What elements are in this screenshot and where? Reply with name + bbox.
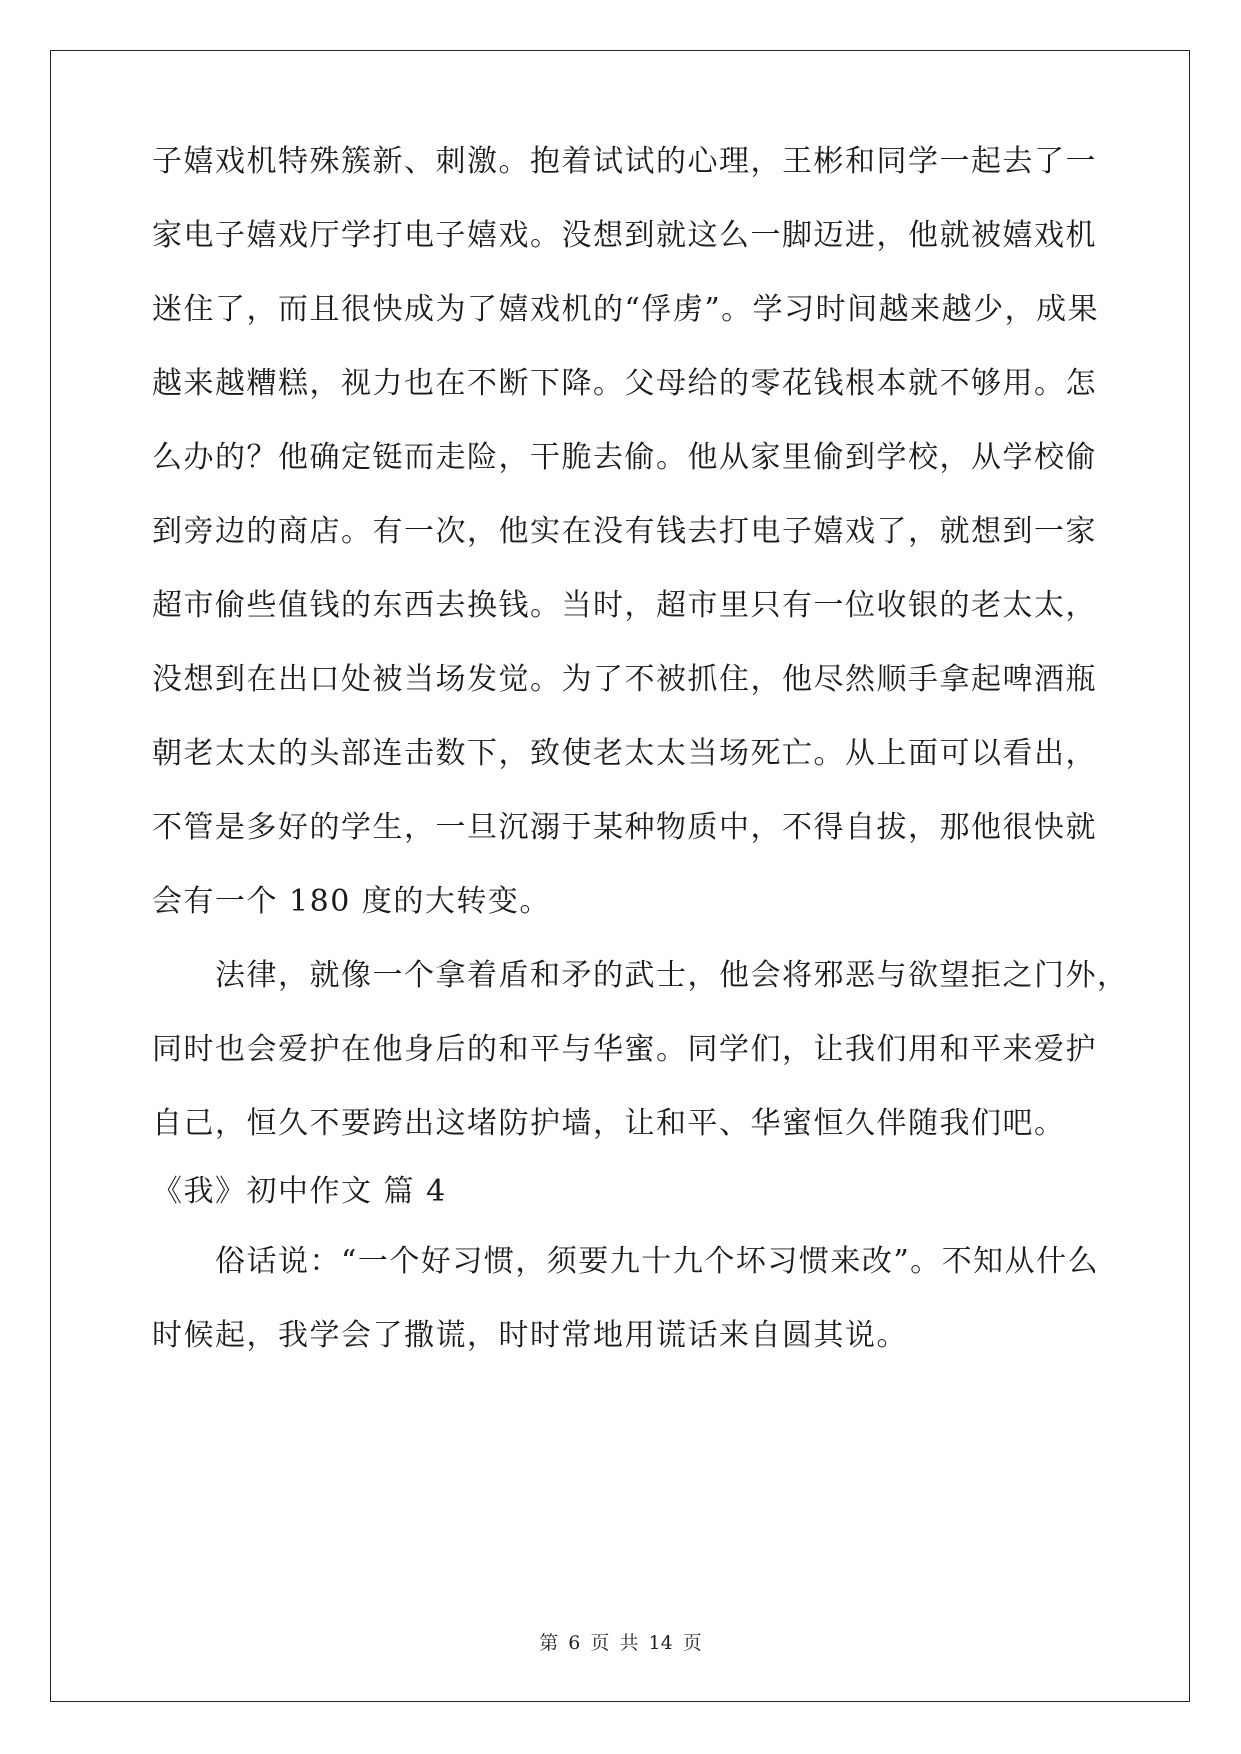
- paragraph-line: 俗话说：“一个好习惯，须要九十九个坏习惯来改”。不知从什么: [215, 1244, 1100, 1279]
- section-heading: 《我》初中作文 篇 4: [152, 1174, 447, 1209]
- paragraph-line: 自己，恒久不要跨出这堵防护墙，让和平、华蜜恒久伴随我们吧。: [152, 1106, 1066, 1141]
- paragraph-line: 朝老太太的头部连击数下，致使老太太当场死亡。从上面可以看出，: [152, 736, 1097, 771]
- paragraph-line: 不管是多好的学生，一旦沉溺于某种物质中，不得自拔，那他很快就: [152, 810, 1097, 845]
- paragraph-line: 么办的？他确定铤而走险，干脆去偷。他从家里偷到学校，从学校偷: [152, 440, 1097, 475]
- paragraph-line: 没想到在出口处被当场发觉。为了不被抓住，他尽然顺手拿起啤酒瓶: [152, 662, 1097, 697]
- paragraph-line: 会有一个 180 度的大转变。: [152, 884, 551, 919]
- paragraph-line: 时候起，我学会了撒谎，时时常地用谎话来自圆其说。: [152, 1318, 908, 1353]
- paragraph-line: 同时也会爱护在他身后的和平与华蜜。同学们，让我们用和平来爱护: [152, 1032, 1097, 1067]
- page-number-footer: 第 6 页 共 14 页: [539, 1632, 702, 1654]
- paragraph-line: 越来越糟糕，视力也在不断下降。父母给的零花钱根本就不够用。怎: [152, 366, 1097, 401]
- paragraph-line: 子嬉戏机特殊簇新、刺激。抱着试试的心理，王彬和同学一起去了一: [152, 144, 1097, 179]
- paragraph-line: 家电子嬉戏厅学打电子嬉戏。没想到就这么一脚迈进，他就被嬉戏机: [152, 218, 1097, 253]
- paragraph-line: 迷住了，而且很快成为了嬉戏机的“俘虏”。学习时间越来越少，成果: [152, 292, 1100, 327]
- paragraph-line: 法律，就像一个拿着盾和矛的武士，他会将邪恶与欲望拒之门外，: [215, 958, 1129, 993]
- paragraph-line: 超市偷些值钱的东西去换钱。当时，超市里只有一位收银的老太太，: [152, 588, 1097, 623]
- paragraph-line: 到旁边的商店。有一次，他实在没有钱去打电子嬉戏了，就想到一家: [152, 514, 1097, 549]
